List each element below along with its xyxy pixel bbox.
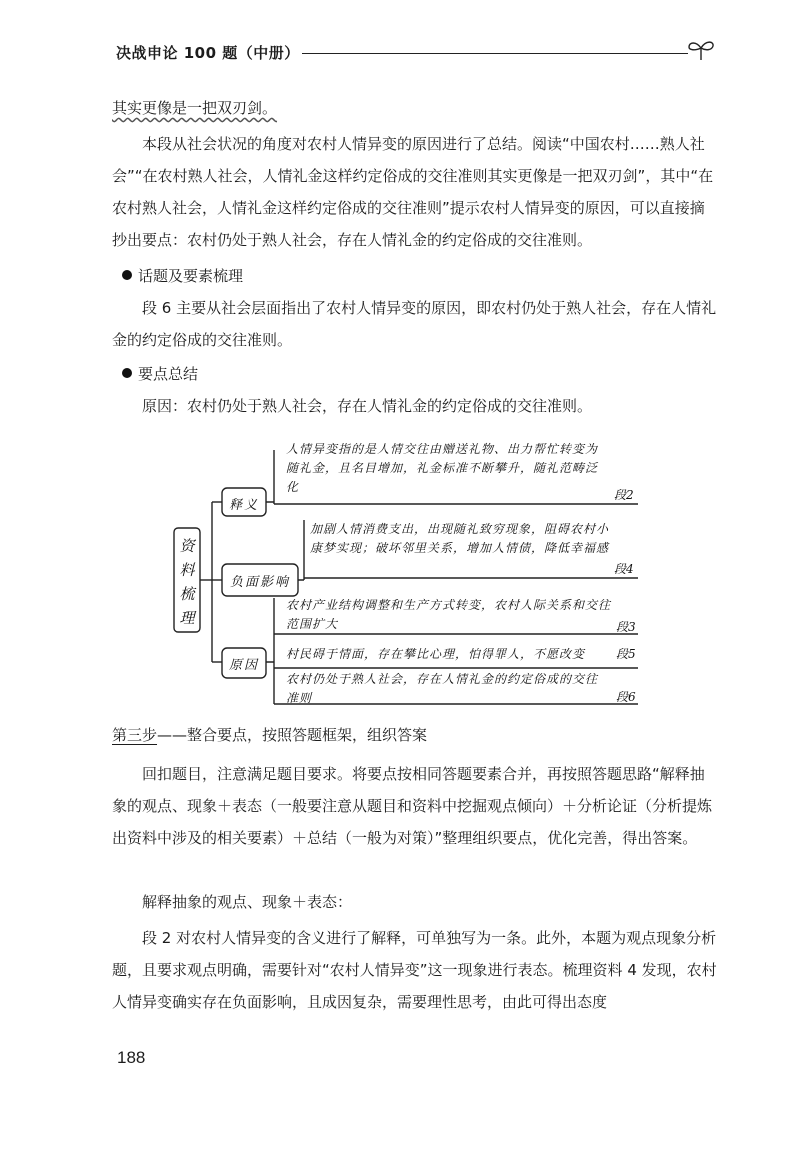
sprout-icon [686,38,716,62]
step3-dash: —— [157,726,188,744]
seg-2: 段2 [614,488,634,502]
root-char: 梳 [179,585,195,603]
bracket-yuanyin [266,598,274,704]
root-char: 料 [179,561,195,579]
note-yuanyin-2: 村民碍于情面，存在攀比心理，怕得罪人，不愿改变 [286,647,586,661]
seg-4: 段4 [614,562,634,576]
seg-5: 段5 [616,647,636,661]
bracket-fumian [298,520,304,580]
summary-heading [112,358,718,390]
label-yuanyin: 原因 [228,658,259,673]
last-paragraph [112,922,718,1018]
step3-text: 整合要点，按照答题框架，组织答案 [187,726,428,744]
page-number: 188 [117,1048,146,1067]
paragraph-last: 段 2 对农村人情异变的含义进行了解释，可单独写为一条。此外，本题为观点现象分析题，且要求观点明确，需要针对“农村人情异变”这一现象进行表态。梳理资料 4 发现，农村人情异变确实存在负面影响，且成因复杂，需要理性思考，由此可得出态度 [112,929,717,1011]
paragraph-analysis: 本段从社会状况的角度对农村人情异变的原因进行了总结。阅读“中国农村……熟人社会”“在农村熟人社会，人情礼金这样约定俗成的交往准则其实更像是一把双刃剑”，其中“在农村熟人社会，人情礼金这样约定俗成的交往准则”提示农村人情异变的原因，可以直接摘抄出要点：农村仍处于熟人社会，存在人情礼金的约定俗成的交往准则。 [112,135,714,249]
note-fumian: 加剧人情消费支出，出现随礼致穷现象，阻碍农村小康梦实现；破坏邻里关系，增加人情债，降低幸福感 [310,522,610,555]
note-shiyi: 人情异变指的是人情交往由赠送礼物、出力帮忙转变为随礼金，且名目增加，礼金标准不断攀升，随礼范畴泛化 [286,442,599,494]
label-shiyi: 释义 [228,498,259,513]
topic-paragraph: 段 6 主要从社会层面指出了农村人情异变的原因，即农村仍处于熟人社会，存在人情礼金的约定俗成的交往准则。 [112,299,717,349]
wavy-underlined-quote: 其实更像是一把双刃剑。 [112,99,278,117]
topic-heading [112,260,718,292]
header-rule [302,53,688,54]
step3-title [112,722,427,748]
seg-6: 段6 [616,690,636,704]
summary-heading-text: 要点总结 [138,365,199,383]
note-yuanyin-3: 农村仍处于熟人社会，存在人情礼金的约定俗成的交往准则 [286,672,599,705]
summary-paragraph: 原因：农村仍处于熟人社会，存在人情礼金的约定俗成的交往准则。 [142,397,593,415]
header-title: 决战申论 100 题（中册） [116,44,300,62]
bullet-icon [122,368,132,378]
sub-heading-text: 解释抽象的观点、现象＋表态： [142,893,353,911]
running-header [116,38,716,68]
material-sorting-diagram [170,440,650,710]
step3-paragraph [112,758,718,854]
label-fumian: 负面影响 [229,575,290,590]
bullet-icon [122,270,132,280]
root-char: 资 [179,537,195,555]
sub-heading [112,886,718,918]
root-char: 理 [179,609,195,627]
seg-3: 段3 [616,620,636,634]
topic-section [112,260,718,356]
summary-section [112,358,718,422]
analysis-paragraph [112,128,718,256]
step3-label: 第三步 [112,726,158,744]
top-line [112,92,718,124]
topic-heading-text: 话题及要素梳理 [138,267,244,285]
root-label [178,534,196,630]
bracket-shiyi [266,450,274,504]
note-yuanyin-1: 农村产业结构调整和生产方式转变，农村人际关系和交往范围扩大 [286,598,612,631]
paragraph-step3: 回扣题目，注意满足题目要求。将要点按相同答题要素合并，再按照答题思路“解释抽象的观点、现象＋表态（一般要注意从题目和资料中挖掘观点倾向）＋分析论证（分析提炼出资料中涉及的相关要素）＋总结（一般为对策）”整理组织要点，优化完善，得出答案。 [112,765,713,847]
